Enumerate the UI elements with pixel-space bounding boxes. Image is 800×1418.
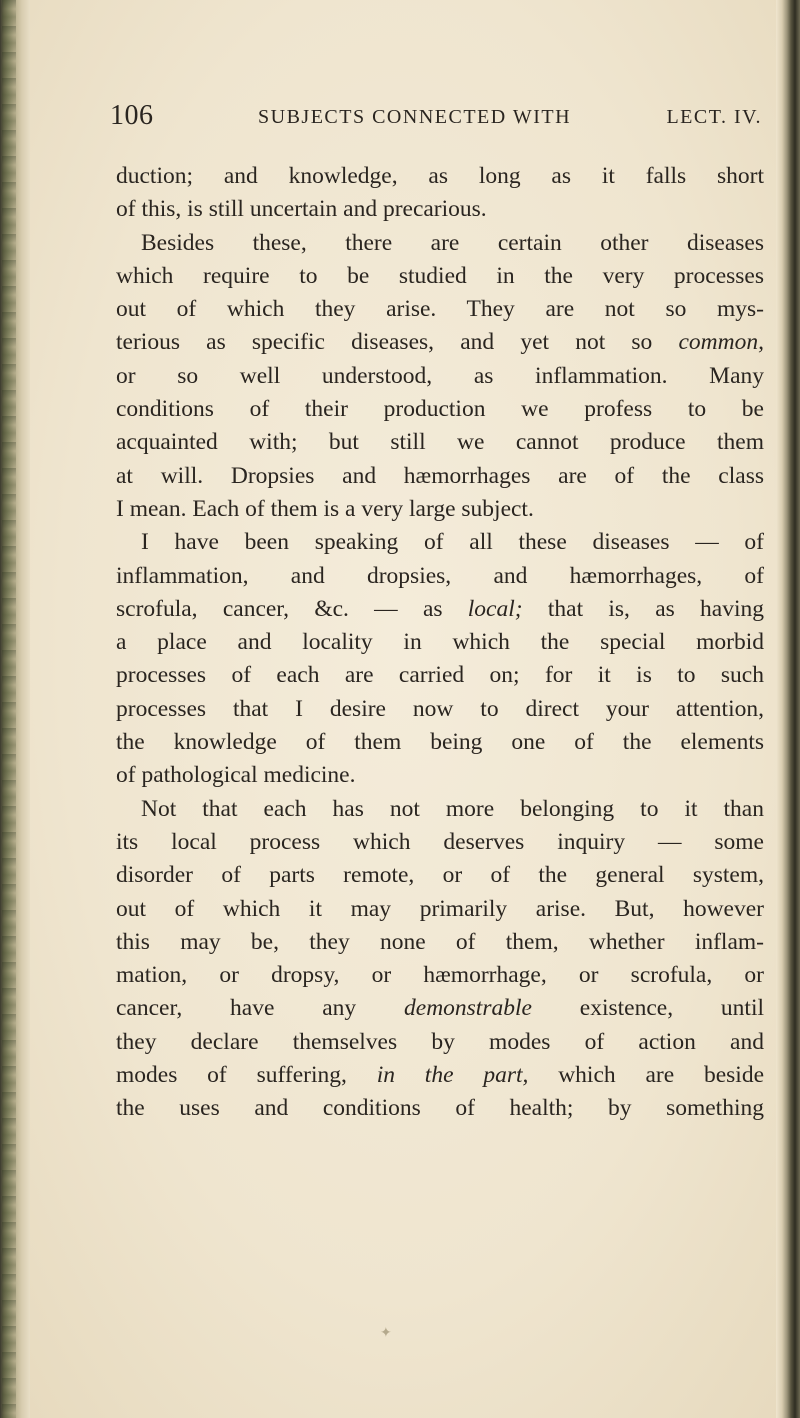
text-line: of this, is still uncertain and precarious. (116, 196, 487, 223)
text-line: the uses and conditions of health; by something (116, 1095, 764, 1122)
body-text (116, 160, 764, 1126)
lecture-reference: LECT. IV. (666, 106, 762, 128)
text-line: its local process which deserves inquiry — some (116, 828, 764, 855)
text-line: a place and locality in which the special morbid (116, 629, 764, 656)
text-line: acquainted with; but still we cannot produce them (116, 429, 764, 456)
text-line: I mean. Each of them is a very large subject. (116, 495, 534, 522)
emphasis: in the part, (376, 1062, 529, 1089)
ink-smudge: ✦ (380, 1326, 392, 1341)
text-line: this may be, they none of them, whether inflam- (116, 928, 764, 955)
text-line: at will. Dropsies and hæmorrhages are of the class (116, 462, 764, 489)
text-line: or so well understood, as inflammation. Many (116, 362, 764, 389)
text-line: conditions of their production we profess to be (116, 396, 764, 423)
text-line: Besides these, there are certain other diseases (141, 229, 764, 256)
text-line: processes that I desire now to direct your attention, (116, 695, 764, 722)
text-line: terious as specific diseases, and yet not so common, (116, 329, 764, 356)
text-line: cancer, have any demonstrable existence, until (116, 995, 764, 1022)
text-line: the knowledge of them being one of the elements (116, 729, 764, 756)
text-line: mation, or dropsy, or hæmorrhage, or scrofula, or (116, 962, 764, 989)
text-line: scrofula, cancer, &c. — as local; that is, as having (116, 595, 764, 622)
text-line: I have been speaking of all these diseases — of (141, 529, 764, 556)
text-line: processes of each are carried on; for it is to such (116, 662, 764, 689)
text-line: out of which they arise. They are not so mys- (116, 296, 764, 323)
text-line: of pathological medicine. (116, 762, 356, 789)
text-line: Not that each has not more belonging to it than (141, 795, 764, 822)
text-line: which require to be studied in the very processes (116, 262, 764, 289)
running-head: SUBJECTS CONNECTED WITH (258, 106, 572, 128)
emphasis: local; (467, 595, 523, 622)
emphasis: common, (678, 329, 764, 356)
text-line: inflammation, and dropsies, and hæmorrhages, of (116, 562, 764, 589)
text-line: disorder of parts remote, or of the general system, (116, 862, 764, 889)
text-line: duction; and knowledge, as long as it falls short (116, 163, 764, 189)
text-line: out of which it may primarily arise. But, however (116, 895, 764, 922)
page-number: 106 (110, 100, 154, 131)
text-line: they declare themselves by modes of action and (116, 1028, 764, 1055)
page-edge (776, 0, 800, 1418)
page-header (110, 100, 762, 140)
page-binding-shadow (0, 0, 30, 1418)
text-line: modes of suffering, in the part, which are beside (116, 1062, 764, 1089)
emphasis: demonstrable (404, 995, 532, 1022)
